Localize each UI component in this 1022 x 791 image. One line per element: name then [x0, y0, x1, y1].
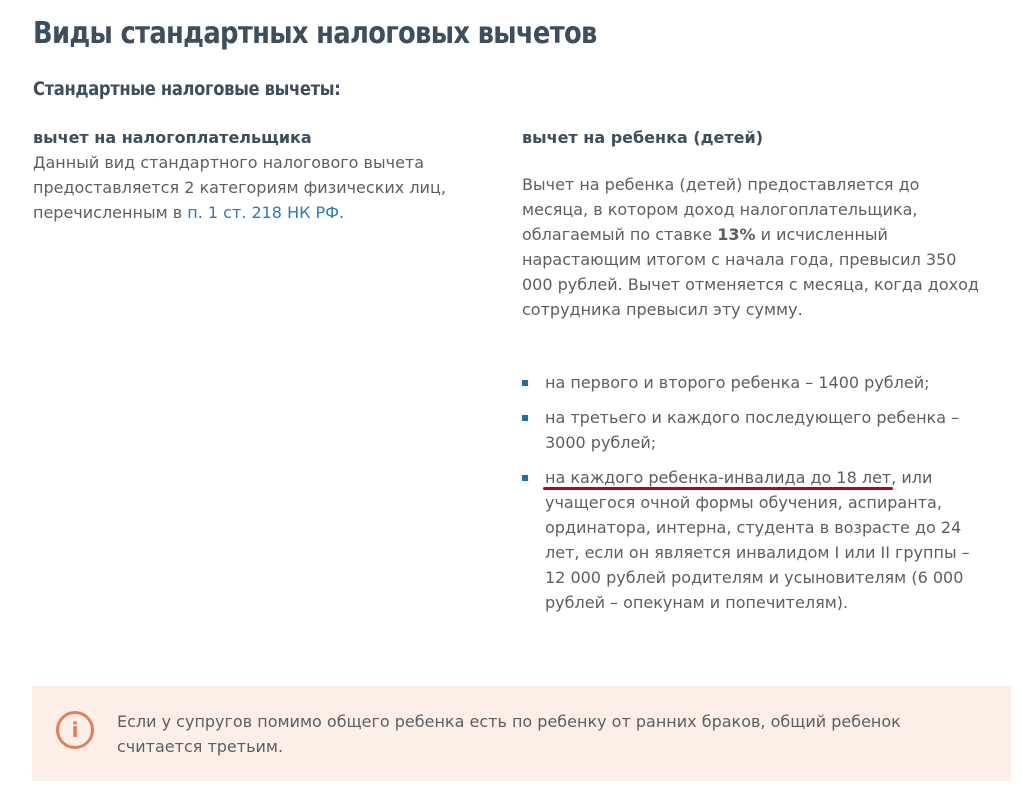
child-deduction-title: вычет на ребенка (детей) [522, 128, 764, 147]
list-item-text: , или учащегося очной формы обучения, аспиранта, ординатора, интерна, студента в возрасте до 24 лет, если он является инвалидом I или II группы – 12 000 рублей родителям и усыновителям (6 000 рублей – опекунам и попечителям). [545, 468, 970, 612]
section-subtitle: Стандартные налоговые вычеты: [33, 78, 341, 100]
tax-rate-value: 13% [717, 225, 756, 244]
taxpayer-text-after-link: . [338, 203, 345, 222]
red-underline-mark [543, 487, 893, 490]
bullet-square-icon [522, 415, 528, 421]
underlined-emphasis [545, 468, 891, 487]
list-item [522, 465, 982, 615]
taxpayer-deduction-title: вычет на налогоплательщика [33, 128, 312, 147]
child-deduction-list [522, 370, 982, 615]
page-title: Виды стандартных налоговых вычетов [33, 16, 597, 51]
child-deduction-description [522, 172, 982, 322]
bullet-square-icon [522, 475, 528, 481]
info-note [32, 686, 1011, 781]
list-item [522, 405, 982, 455]
taxpayer-deduction-text [33, 150, 473, 225]
law-reference-link[interactable]: п. 1 ст. 218 НК РФ [187, 203, 339, 222]
taxpayer-text-before-link: Данный вид стандартного налогового вычета предоставляется 2 категориям физических лиц, перечисленным в [33, 153, 446, 222]
taxpayer-deduction-column [33, 125, 473, 225]
child-text-part2: и исчисленный нарастающим итогом с начала года, превысил 350 000 рублей. Вычет отменяется с месяца, когда доход сотрудника превысил эту сумму. [522, 225, 979, 319]
info-note-text: Если у супругов помимо общего ребенка есть по ребенку от ранних браков, общий ребенок считается третьим. [117, 712, 901, 756]
list-item-text: на первого и второго ребенка – 1400 рублей; [545, 373, 930, 392]
list-item-text: на третьего и каждого последующего ребенка – 3000 рублей; [545, 408, 960, 452]
child-deduction-column [522, 125, 982, 615]
underlined-text: на каждого ребенка-инвалида до 18 лет [545, 468, 892, 487]
child-text-part1: Вычет на ребенка (детей) предоставляется до месяца, в котором доход налогоплательщика, облагаемый по ставке [522, 175, 920, 244]
bullet-square-icon [522, 380, 528, 386]
list-item [522, 370, 982, 395]
info-icon: i [56, 711, 94, 749]
